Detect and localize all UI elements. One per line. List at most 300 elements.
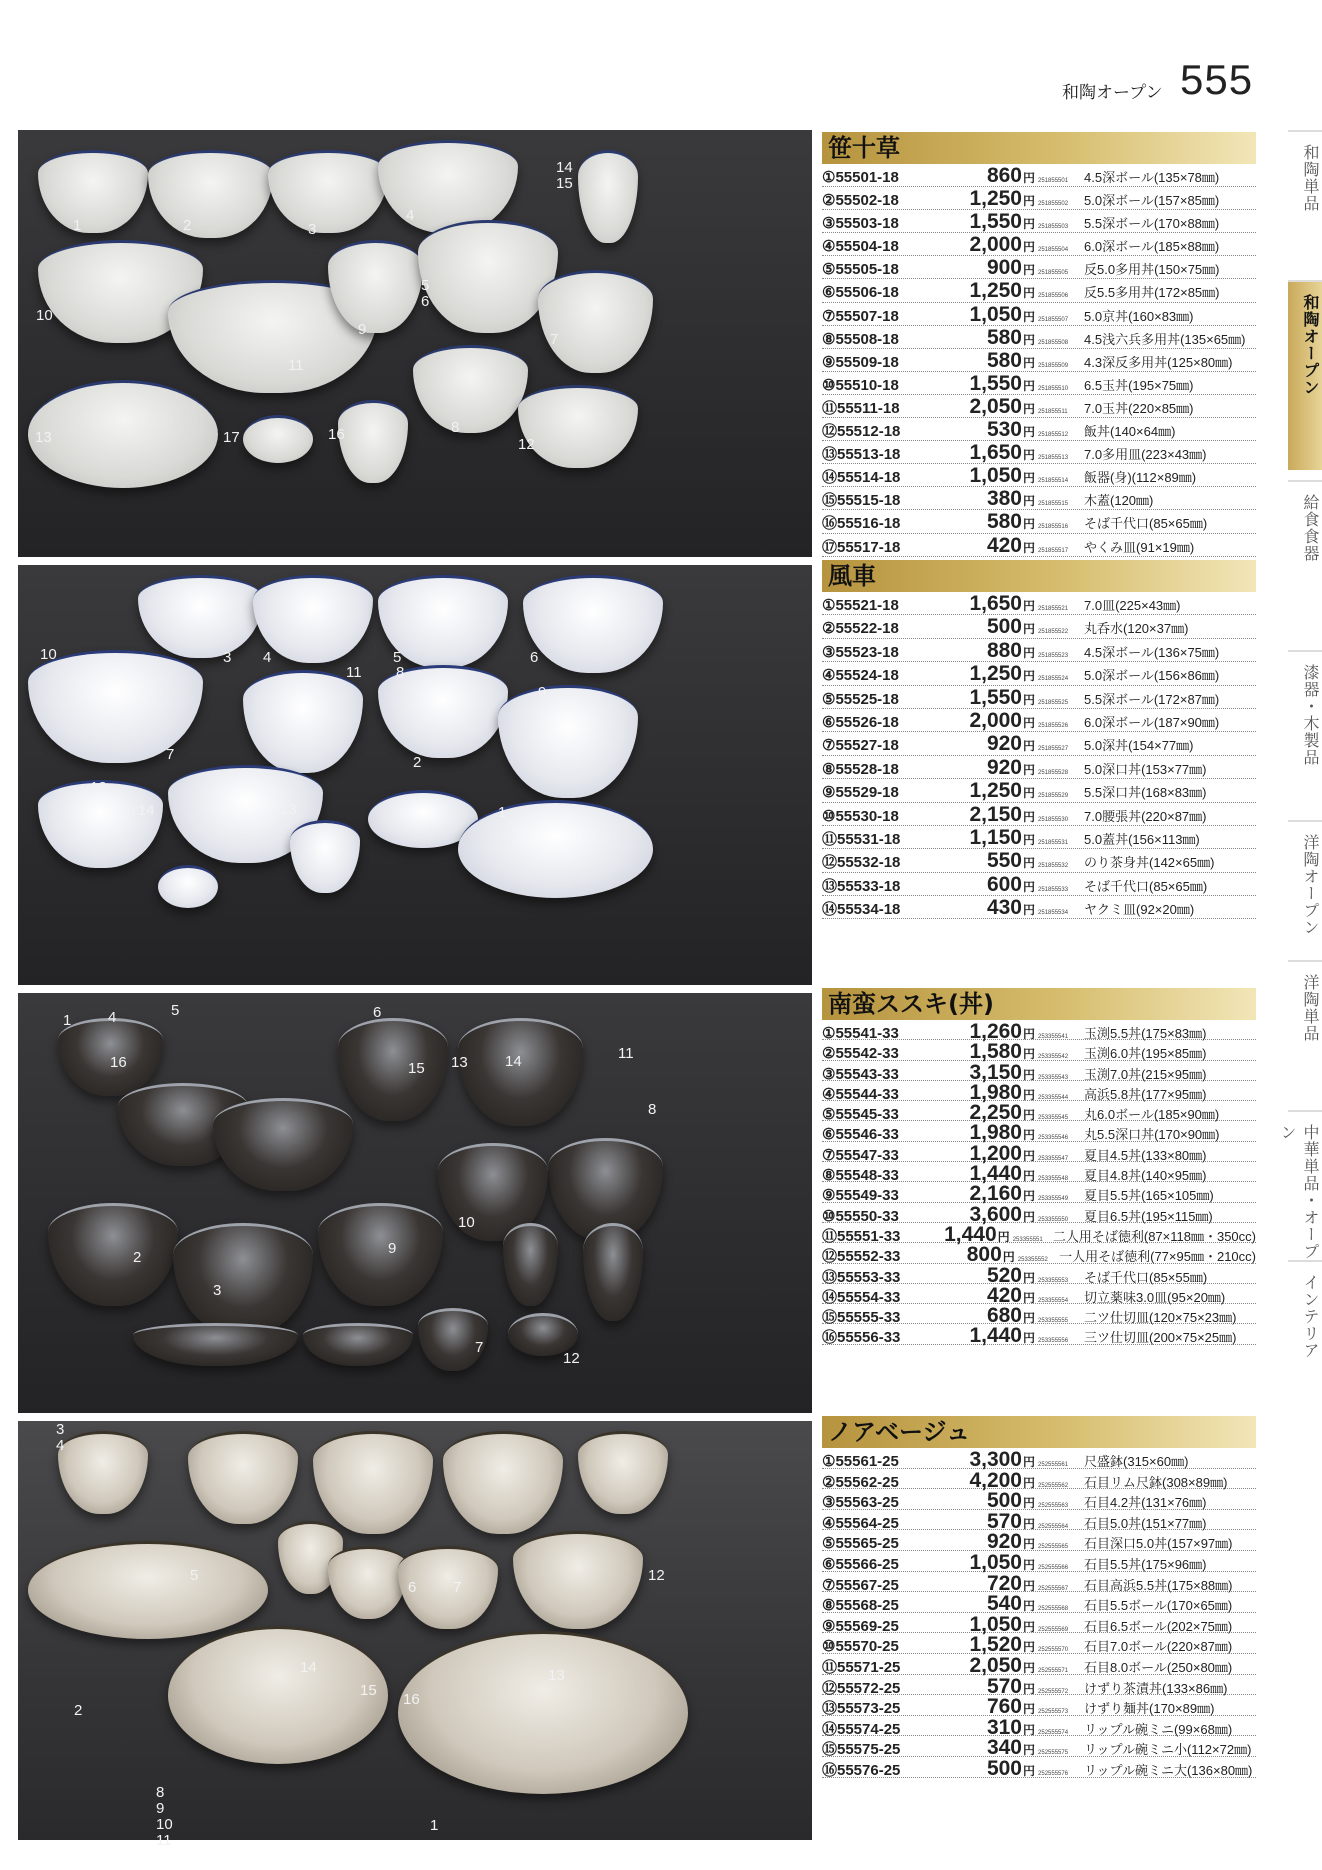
item-code: ⑭55514-18: [822, 469, 901, 487]
item-description: リップル碗ミニ小(112×72㎜): [1084, 1742, 1252, 1758]
item-description: 5.5深ボール(170×88㎜): [1084, 216, 1220, 232]
item-price: 1,050: [969, 464, 1022, 488]
yen-mark: 円: [1023, 1516, 1036, 1531]
item-jan: 251855503: [1038, 224, 1069, 231]
item-description: 5.0深ボール(156×86㎜): [1084, 668, 1220, 684]
item-row: [822, 1101, 1256, 1125]
photo-item-number: 13: [35, 429, 52, 446]
item-description: 夏目4.5丼(133×80㎜): [1084, 1147, 1207, 1163]
yen-mark: 円: [1023, 471, 1036, 486]
bowl-image: [290, 820, 360, 893]
yen-mark: 円: [1023, 1331, 1036, 1346]
yen-mark: 円: [1023, 1722, 1036, 1737]
item-price: 2,000: [969, 233, 1022, 257]
yen-mark: 円: [1023, 540, 1036, 555]
yen-mark: 円: [1023, 1743, 1036, 1758]
item-code: ③55523-18: [822, 643, 899, 661]
photo-item-number: 2: [413, 754, 422, 771]
item-price: 340: [986, 1736, 1022, 1760]
bowl-image: [303, 1323, 413, 1366]
item-row: [822, 873, 1256, 896]
item-code: ⑨55569-25: [822, 1617, 899, 1635]
side-tab[interactable]: 和陶単品: [1288, 130, 1322, 270]
item-description: 7.0多用皿(223×43㎜): [1084, 447, 1207, 463]
yen-mark: 円: [1023, 1290, 1036, 1305]
item-jan: 252555573: [1038, 1709, 1069, 1716]
item-row: [822, 210, 1256, 233]
item-row: [822, 534, 1256, 557]
item-code: ④55544-33: [822, 1085, 899, 1103]
item-price: 1,250: [969, 779, 1022, 803]
yen-mark: 円: [1023, 786, 1036, 801]
item-price: 1,250: [969, 187, 1022, 211]
bowl-image: [148, 150, 273, 238]
item-description: 6.0深ボール(187×90㎜): [1084, 714, 1220, 730]
item-price: 1,650: [969, 592, 1022, 615]
side-tab[interactable]: 中華単品・オープン: [1288, 1110, 1322, 1260]
item-code: ⑮55555-33: [822, 1309, 901, 1327]
item-list-kazaguruma: [822, 592, 1256, 919]
photo-item-number: 7: [550, 331, 559, 348]
item-price: 1,250: [969, 279, 1022, 303]
item-description: 石目5.5丼(175×96㎜): [1084, 1556, 1207, 1572]
yen-mark: 円: [997, 1229, 1010, 1244]
item-jan: 251855513: [1038, 455, 1069, 462]
item-price: 3,150: [969, 1060, 1022, 1084]
yen-mark: 円: [1023, 1189, 1036, 1204]
item-jan: 253355544: [1038, 1094, 1069, 1101]
item-code: ⑧55548-33: [822, 1167, 899, 1185]
side-tab[interactable]: 給食食器: [1288, 480, 1322, 640]
photo-item-number: 15: [360, 1682, 377, 1699]
item-row: [822, 1489, 1256, 1513]
item-description: 木蓋(120㎜): [1084, 493, 1154, 509]
item-price: 1,440: [969, 1162, 1022, 1186]
item-price: 1,550: [969, 371, 1022, 395]
item-price: 4,200: [969, 1468, 1022, 1492]
item-row: [822, 756, 1256, 779]
item-code: ⑥55506-18: [822, 284, 899, 302]
item-row: [822, 1243, 1256, 1267]
item-description: そば千代口(85×55㎜): [1084, 1269, 1208, 1285]
photo-item-number: 4: [108, 1009, 117, 1026]
photo-item-number: 2: [183, 217, 192, 234]
photo-item-number: 8: [451, 419, 460, 436]
bowl-image: [338, 400, 408, 483]
item-row: [822, 303, 1256, 326]
item-price: 500: [986, 615, 1022, 639]
yen-mark: 円: [1023, 1087, 1036, 1102]
item-code: ③55563-25: [822, 1494, 899, 1512]
item-price: 1,260: [969, 1020, 1022, 1043]
bowl-image: [133, 1323, 298, 1366]
item-row: [822, 1283, 1256, 1307]
item-code: ⑩55510-18: [822, 376, 899, 394]
photo-item-number: 1: [73, 217, 82, 234]
item-row: [822, 256, 1256, 279]
item-price: 1,250: [969, 662, 1022, 686]
yen-mark: 円: [1023, 217, 1036, 232]
item-row: [822, 487, 1256, 510]
photo-item-number: 10: [40, 646, 57, 663]
photo-item-number: 13: [548, 1667, 565, 1684]
yen-mark: 円: [1023, 286, 1036, 301]
item-description: 6.0深ボール(185×88㎜): [1084, 239, 1220, 255]
item-code: ⑪55571-25: [822, 1658, 901, 1676]
photo-item-number: 14: [300, 1659, 317, 1676]
item-code: ⑪55511-18: [822, 399, 900, 417]
photo-item-number: 7: [475, 1339, 484, 1356]
yen-mark: 円: [1023, 599, 1036, 613]
item-price: 1,650: [969, 441, 1022, 465]
yen-mark: 円: [1023, 1169, 1036, 1184]
yen-mark: 円: [1023, 1640, 1036, 1655]
item-code: ⑪55531-18: [822, 830, 901, 848]
item-code: ③55503-18: [822, 215, 899, 233]
yen-mark: 円: [1023, 1599, 1036, 1614]
item-jan: 251855509: [1038, 362, 1069, 369]
item-jan: 251855523: [1038, 652, 1069, 659]
item-jan: 252555571: [1038, 1667, 1069, 1674]
item-code: ⑥55566-25: [822, 1555, 899, 1573]
yen-mark: 円: [1023, 669, 1036, 684]
item-code: ④55504-18: [822, 238, 899, 256]
photo-item-number: 12: [90, 779, 107, 796]
product-photo-noa: [18, 1421, 812, 1849]
item-jan: 251855533: [1038, 886, 1069, 893]
item-row: [822, 732, 1256, 755]
item-description: 7.0皿(225×43㎜): [1084, 598, 1181, 613]
item-jan: 251855511: [1038, 408, 1068, 415]
photo-item-number: 11: [288, 357, 304, 374]
item-description: 5.0蓋丼(156×113㎜): [1084, 831, 1200, 847]
item-price: 380: [986, 487, 1022, 511]
item-description: 二人用そば徳利(87×118㎜・350cc): [1052, 1228, 1256, 1244]
item-jan: 251855507: [1038, 316, 1069, 323]
item-code: ⑥55526-18: [822, 713, 899, 731]
photo-item-number: 13: [451, 1054, 468, 1071]
item-row: [822, 326, 1256, 349]
item-jan: 251855531: [1038, 839, 1069, 846]
yen-mark: 円: [1023, 309, 1036, 324]
bowl-image: [443, 1431, 563, 1534]
item-description: 4.5深ボール(136×75㎜): [1084, 644, 1220, 660]
item-code: ⑰55517-18: [822, 538, 901, 556]
item-description: 飯器(身)(112×89㎜): [1084, 470, 1197, 486]
plate-image: [158, 865, 218, 908]
item-code: ②55542-33: [822, 1045, 899, 1063]
yen-mark: 円: [1023, 622, 1036, 637]
item-price: 1,980: [969, 1121, 1022, 1145]
item-description: 6.5玉丼(195×75㎜): [1084, 377, 1194, 393]
item-description: リップル碗ミニ大(136×80㎜): [1084, 1762, 1253, 1778]
item-row: [822, 1654, 1256, 1675]
photo-item-number: 5 6: [421, 277, 430, 310]
item-code: ④55524-18: [822, 667, 899, 685]
item-price: 1,050: [969, 302, 1022, 326]
item-jan: 253355543: [1038, 1074, 1069, 1081]
item-price: 1,520: [969, 1633, 1022, 1657]
yen-mark: 円: [1023, 1209, 1036, 1224]
item-code: ⑤55545-33: [822, 1106, 899, 1124]
item-jan: 251855527: [1038, 746, 1069, 753]
item-code: ⑧55568-25: [822, 1597, 899, 1615]
item-row: [822, 896, 1256, 919]
photo-item-number: 14: [138, 802, 155, 819]
item-jan: 251855516: [1038, 524, 1069, 531]
item-price: 1,580: [969, 1040, 1022, 1064]
item-code: ①55501-18: [822, 169, 899, 186]
item-jan: 251855529: [1038, 793, 1069, 800]
item-code: ⑫55552-33: [822, 1248, 901, 1266]
item-price: 520: [986, 1263, 1022, 1287]
item-code: ⑦55507-18: [822, 307, 899, 325]
photo-item-number: 6: [530, 649, 539, 666]
bowl-image: [188, 1431, 298, 1524]
item-price: 1,050: [969, 1550, 1022, 1574]
photo-item-number: 13: [280, 801, 297, 818]
item-row: [822, 1020, 1256, 1043]
item-row: [822, 1263, 1256, 1287]
item-row: [822, 1613, 1256, 1634]
plate-image: [168, 1626, 388, 1764]
item-price: 2,150: [969, 802, 1022, 826]
item-code: ⑬55573-25: [822, 1700, 901, 1718]
item-code: ④55564-25: [822, 1514, 899, 1532]
yen-mark: 円: [1023, 692, 1036, 707]
yen-mark: 円: [1023, 832, 1036, 847]
photo-item-number: 11: [618, 1045, 634, 1062]
side-tab[interactable]: 和陶オープン: [1288, 280, 1322, 470]
bowl-image: [523, 575, 663, 673]
yen-mark: 円: [1023, 448, 1036, 463]
item-price: 800: [966, 1243, 1002, 1267]
yen-mark: 円: [1023, 1311, 1036, 1326]
item-price: 3,300: [969, 1448, 1022, 1471]
item-description: 玉渕5.5丼(175×83㎜): [1084, 1026, 1207, 1041]
item-code: ⑭55574-25: [822, 1720, 901, 1738]
item-code: ⑧55528-18: [822, 760, 899, 778]
item-price: 920: [986, 1530, 1022, 1554]
item-price: 1,050: [969, 1612, 1022, 1636]
side-tab[interactable]: 洋陶単品: [1288, 960, 1322, 1100]
item-jan: 253355546: [1038, 1135, 1069, 1142]
item-description: 夏目6.5丼(195×115㎜): [1084, 1208, 1213, 1224]
yen-mark: 円: [1023, 1557, 1036, 1572]
yen-mark: 円: [1023, 1681, 1036, 1696]
item-jan: 252555563: [1038, 1503, 1069, 1510]
item-row: [822, 441, 1256, 464]
item-jan: 251855521: [1038, 606, 1069, 612]
item-price: 860: [986, 164, 1022, 187]
section-title-nanban: 南蛮ススキ(丼): [822, 988, 1256, 1020]
item-description: 4.3深反多用丼(125×80㎜): [1084, 354, 1233, 370]
photo-item-number: 7: [166, 746, 175, 763]
photo-item-number: 4: [406, 207, 415, 224]
item-jan: 252555576: [1038, 1770, 1069, 1777]
photo-item-number: 16: [403, 1691, 420, 1708]
item-row: [822, 187, 1256, 210]
item-description: 石目深口5.0丼(157×97㎜): [1084, 1536, 1233, 1552]
photo-item-number: 9: [538, 684, 547, 701]
item-description: リップル碗ミニ(99×68㎜): [1084, 1721, 1233, 1737]
item-price: 1,150: [969, 825, 1022, 849]
item-description: 石目リム尺鉢(308×89㎜): [1084, 1474, 1228, 1490]
item-description: 5.0深ボール(157×85㎜): [1084, 193, 1220, 209]
item-code: ⑬55513-18: [822, 446, 901, 464]
item-jan: 251855528: [1038, 769, 1069, 776]
photo-item-number: 2: [74, 1702, 83, 1719]
product-photo-nanban: [18, 993, 812, 1413]
yen-mark: 円: [1023, 1108, 1036, 1123]
yen-mark: 円: [1023, 1475, 1036, 1490]
photo-item-number: 10: [458, 1214, 475, 1231]
yen-mark: 円: [1023, 903, 1036, 918]
yen-mark: 円: [1023, 1047, 1036, 1062]
item-code: ⑤55565-25: [822, 1535, 899, 1553]
item-description: 石目4.2丼(131×76㎜): [1084, 1495, 1207, 1511]
item-jan: 252555565: [1038, 1544, 1069, 1551]
bowl-image: [213, 1098, 353, 1191]
item-code: ⑪55551-33: [822, 1227, 901, 1245]
item-code: ①55521-18: [822, 597, 899, 614]
item-row: [822, 395, 1256, 418]
page-number: 555: [1180, 56, 1254, 103]
item-code: ⑩55530-18: [822, 807, 899, 825]
side-tab[interactable]: 漆器・木製品: [1288, 650, 1322, 810]
item-code: ⑭55554-33: [822, 1288, 901, 1306]
item-description: 尺盛鉢(315×60㎜): [1084, 1454, 1189, 1469]
item-row: [822, 1551, 1256, 1572]
item-description: 石目5.0丼(151×77㎜): [1084, 1515, 1207, 1531]
item-description: けずり麺丼(170×89㎜): [1084, 1701, 1215, 1717]
photo-item-number: 3: [223, 649, 232, 666]
item-price: 2,050: [969, 1653, 1022, 1677]
item-jan: 252555562: [1038, 1482, 1069, 1489]
section-title-kazaguruma: 風車: [822, 560, 1256, 592]
item-price: 1,200: [969, 1141, 1022, 1165]
item-price: 1,440: [944, 1222, 997, 1246]
item-description: 7.0腰張丼(220×87㎜): [1084, 808, 1207, 824]
item-jan: 252555575: [1038, 1750, 1069, 1757]
yen-mark: 円: [1023, 1148, 1036, 1163]
item-code: ⑯55576-25: [822, 1761, 901, 1779]
item-price: 580: [986, 510, 1022, 534]
item-row: [822, 279, 1256, 302]
bowl-image: [243, 670, 363, 773]
plate-image: [28, 380, 218, 488]
bowl-image: [173, 1223, 313, 1336]
item-row: [822, 779, 1256, 802]
item-code: ⑮55515-18: [822, 492, 901, 510]
item-row: [822, 1757, 1256, 1778]
item-code: ⑯55556-33: [822, 1329, 901, 1347]
yen-mark: 円: [1023, 1455, 1036, 1469]
yen-mark: 円: [1023, 1067, 1036, 1082]
yen-mark: 円: [1023, 739, 1036, 754]
photo-item-number: 1: [430, 1817, 439, 1834]
item-price: 600: [986, 872, 1022, 896]
item-description: 玉渕7.0丼(215×95㎜): [1084, 1066, 1207, 1082]
item-code: ⑬55553-33: [822, 1268, 901, 1286]
item-description: 三ツ仕切皿(200×75×25㎜): [1084, 1330, 1237, 1346]
item-code: ⑤55525-18: [822, 690, 899, 708]
item-row: [822, 1040, 1256, 1064]
item-price: 570: [986, 1674, 1022, 1698]
item-price: 2,000: [969, 708, 1022, 732]
product-photo-sasa: [18, 130, 812, 557]
bowl-image: [328, 1546, 408, 1619]
item-row: [822, 1675, 1256, 1696]
item-jan: 251855510: [1038, 385, 1069, 392]
item-price: 1,980: [969, 1080, 1022, 1104]
side-tab[interactable]: インテリア: [1288, 1260, 1322, 1420]
item-price: 540: [986, 1592, 1022, 1616]
item-price: 500: [986, 1489, 1022, 1513]
item-description: のり茶身丼(142×65㎜): [1084, 855, 1215, 871]
item-row: [822, 849, 1256, 872]
photo-item-number: 5: [171, 1002, 180, 1019]
item-row: [822, 709, 1256, 732]
item-code: ②55522-18: [822, 620, 899, 638]
yen-mark: 円: [1023, 1537, 1036, 1552]
item-row: [822, 1060, 1256, 1084]
side-tab[interactable]: 洋陶オープン: [1288, 820, 1322, 950]
item-price: 570: [986, 1509, 1022, 1533]
item-jan: 253355553: [1038, 1277, 1069, 1284]
item-row: [822, 510, 1256, 533]
photo-item-number: 3: [308, 221, 317, 238]
photo-item-number: 8: [648, 1101, 657, 1118]
item-row: [822, 233, 1256, 256]
bowl-image: [578, 1431, 668, 1514]
item-code: ⑬55533-18: [822, 877, 901, 895]
item-row: [822, 826, 1256, 849]
item-row: [822, 1304, 1256, 1328]
yen-mark: 円: [1023, 332, 1036, 347]
item-jan: 251855515: [1038, 501, 1069, 508]
yen-mark: 円: [1023, 715, 1036, 730]
item-jan: 251855530: [1038, 816, 1069, 823]
item-list-noa: [822, 1448, 1256, 1778]
item-code: ⑨55529-18: [822, 784, 899, 802]
photo-item-number: 10: [36, 307, 53, 324]
item-row: [822, 615, 1256, 638]
bowl-image: [58, 1431, 148, 1514]
item-jan: 252555568: [1038, 1606, 1069, 1613]
photo-item-number: 1: [498, 804, 507, 821]
bowl-image: [268, 150, 388, 233]
item-price: 1,440: [969, 1324, 1022, 1348]
photo-item-number: 6: [408, 1579, 417, 1596]
item-row: [822, 1324, 1256, 1348]
item-row: [822, 464, 1256, 487]
item-description: ヤクミ皿(92×20㎜): [1084, 902, 1195, 918]
photo-item-number: 4: [263, 649, 272, 666]
item-description: 石目高浜5.5丼(175×88㎜): [1084, 1577, 1233, 1593]
item-description: そば千代口(85×65㎜): [1084, 878, 1208, 894]
item-jan: 251855502: [1038, 201, 1069, 208]
item-price: 500: [986, 1756, 1022, 1780]
item-code: ⑨55549-33: [822, 1187, 899, 1205]
item-description: けずり茶漬丼(133×86㎜): [1084, 1680, 1228, 1696]
item-jan: 253355556: [1038, 1338, 1069, 1345]
item-jan: 253355541: [1038, 1034, 1069, 1040]
plate-image: [243, 415, 313, 463]
bowl-image: [503, 1223, 558, 1306]
item-description: 4.5深ボール(135×78㎜): [1084, 170, 1220, 185]
bowl-image: [458, 1018, 583, 1126]
